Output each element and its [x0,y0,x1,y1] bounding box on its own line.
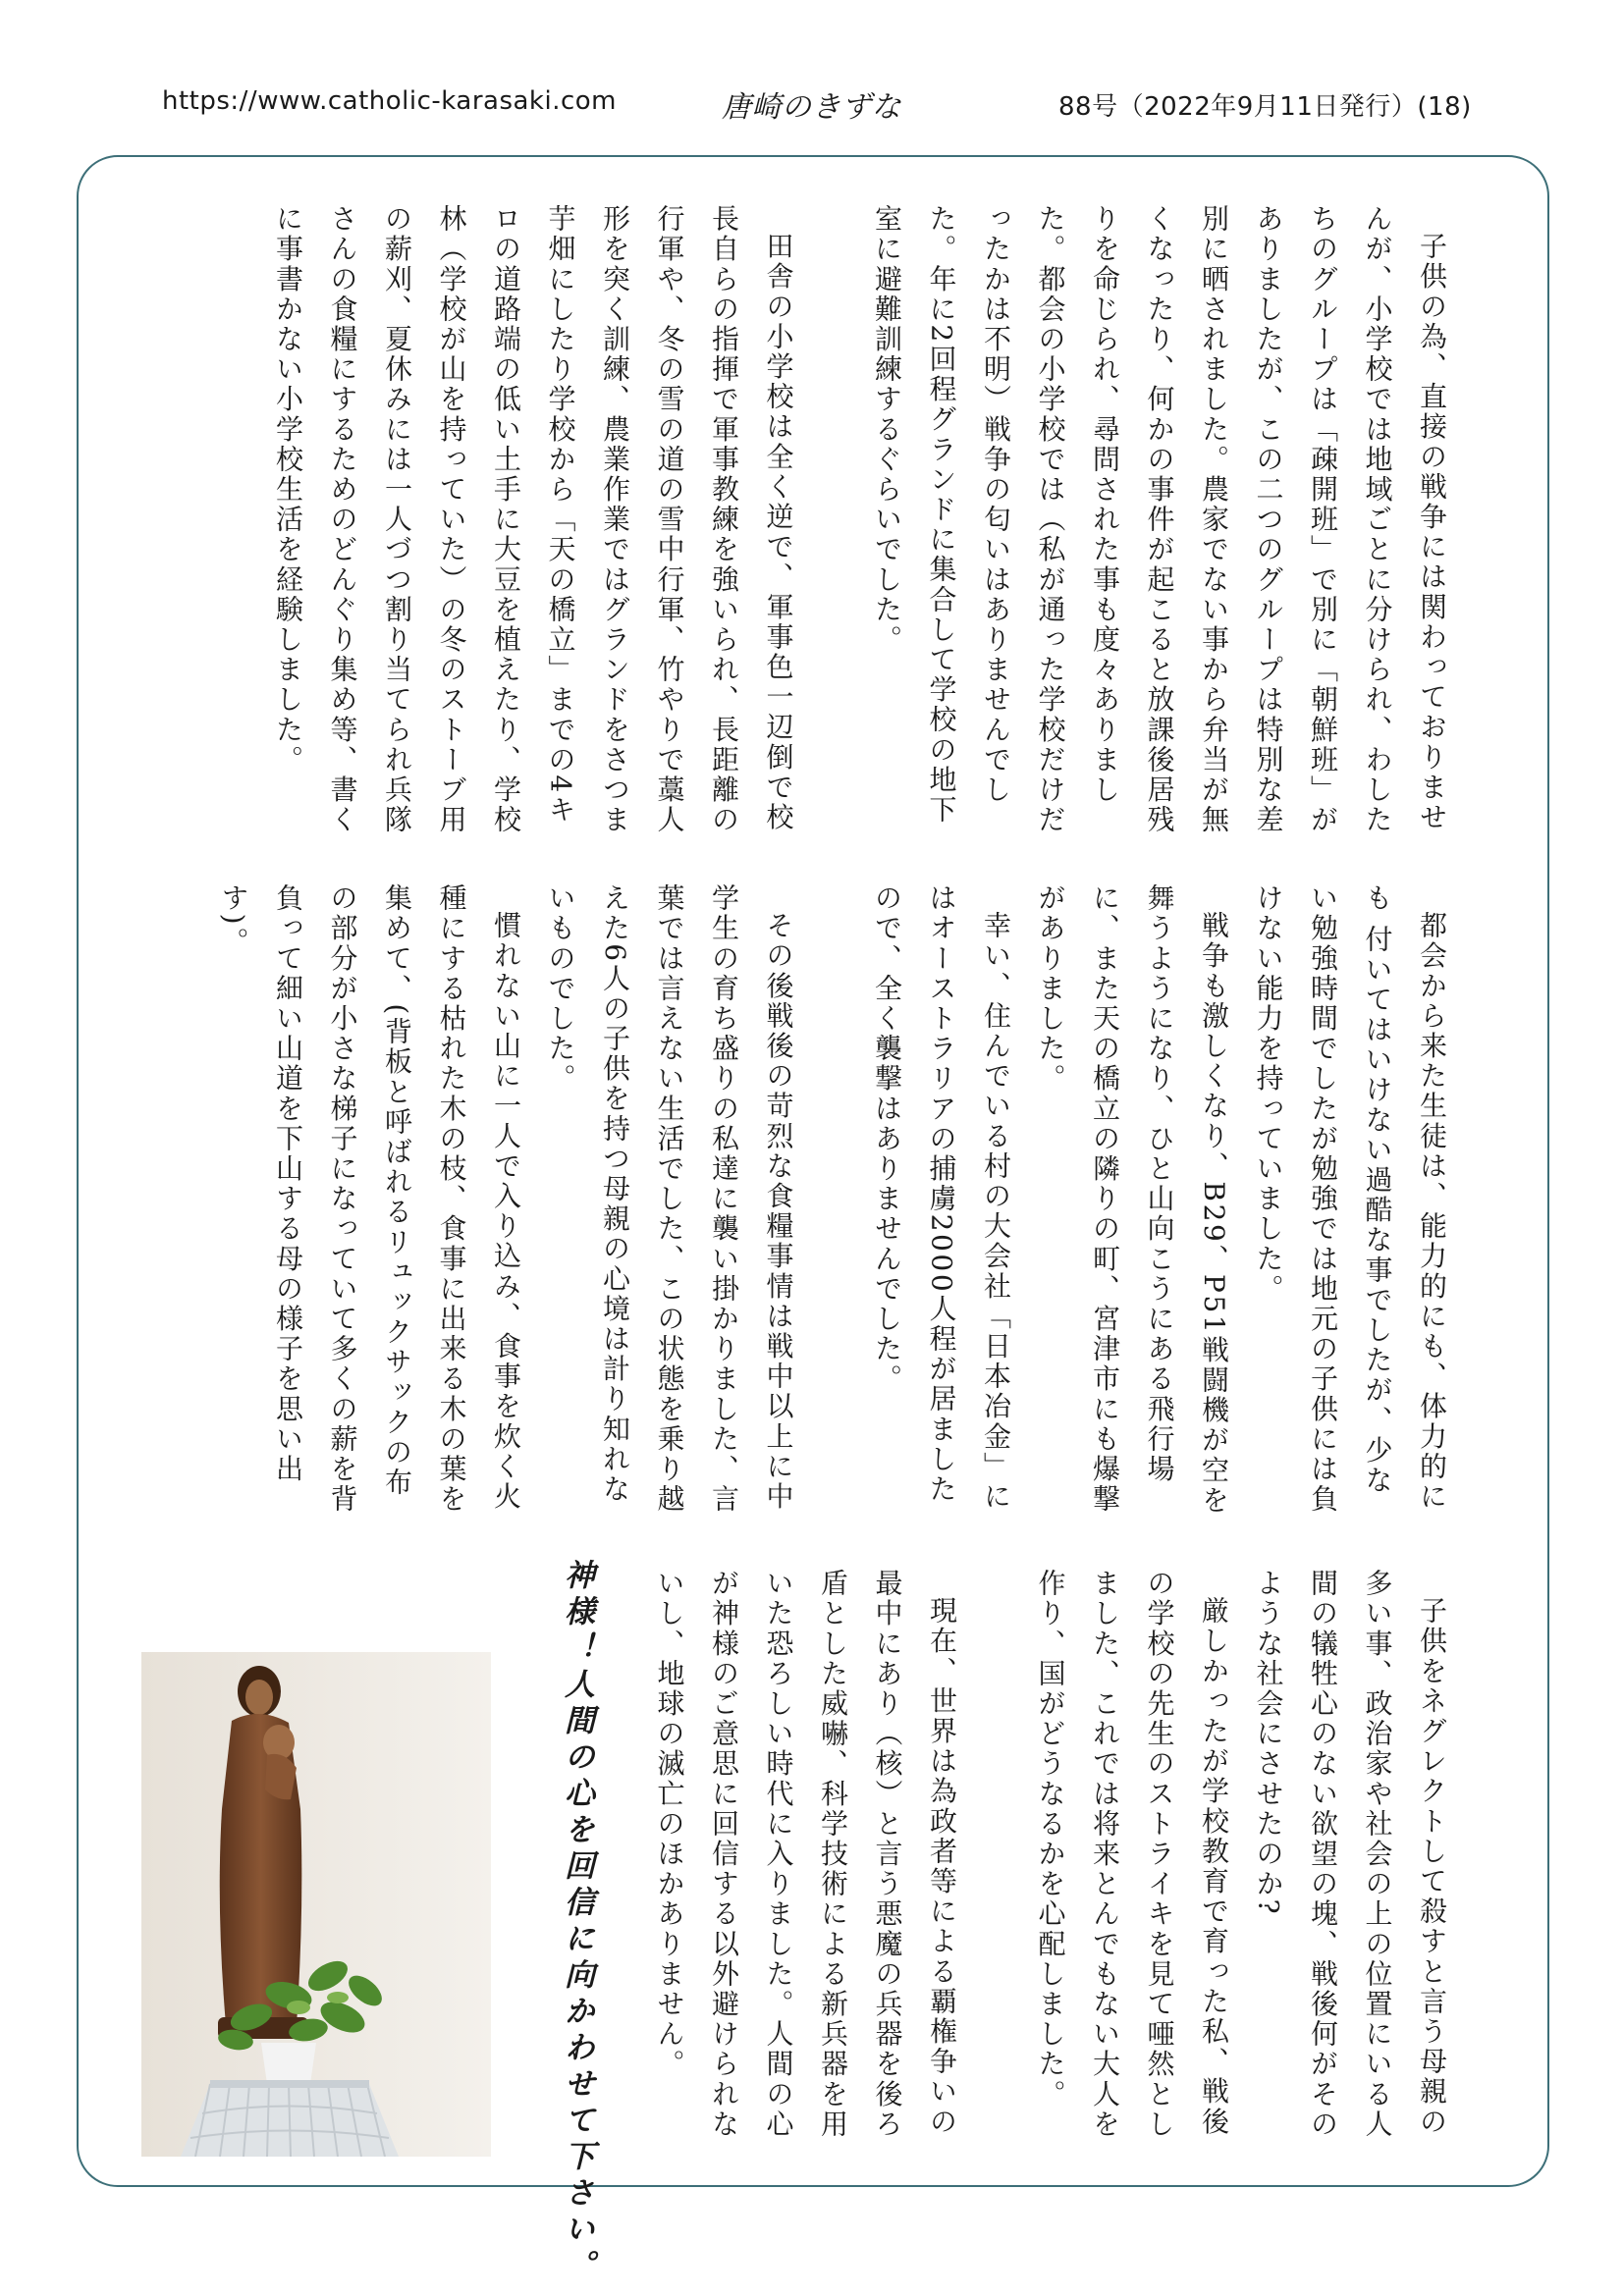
newsletter-title: 唐崎のきずな [722,90,901,125]
statue-illustration-icon [141,1652,491,2157]
text-block-upper [242,204,1459,842]
text-block-lower [605,1569,1459,2158]
prayer-caption: 神様！人間の心を回信に向かわせて下さい。 [559,1559,594,2285]
paragraph: 厳しかったが学校教育で育った私、戦後の学校の先生のストライキを見て唖然としました、これでは将来とんでもない大人を作り、国がどうなるかを心配しました。 [1034,1569,1230,2140]
madonna-statue-photo [141,1652,491,2157]
paragraph: 子供の為、直接の戦争には関わっておりませんが、小学校では地域ごとに分けられ、わしたちのグループは「疎開班」で別に「朝鮮班」がありましたが、この二つのグループは特別な差別に晒されました。農家でない事から弁当が無くなったり、何かの事件が起こると放課後居残りを命じられ、尋問された事も度々ありました。都会の小学校では（私が通った学校だけだったかは不明）戦争の匂いはありませんでした。年に2回程グランドに集合して学校の地下室に避難訓練するぐらいでした。 [871,204,1448,835]
paragraph: 慣れない山に一人で入り込み、食事を炊く火種にする枯れた木の枝、食事に出来る木の葉を集めて、(背板と呼ばれるリュックサックの布の部分が小さな梯子になっていて多くの薪を背負って細い山道を下山する母の様子を思い出す)。 [217,883,522,1515]
paragraph: 現在、世界は為政者等による覇権争いの最中にあり（核）と言う悪魔の兵器を後ろ盾とした威嚇、科学技術による新兵器を用いた恐ろしい時代に入りました。人間の心が神様のご意思に回信する以外避けられないし、地球の滅亡のほかありません。 [653,1569,958,2140]
website-url[interactable]: https://www.catholic-karasaki.com [162,86,618,116]
paragraph: 子供をネグレクトして殺すと言う母親の多い事、政治家や社会の上の位置にいる人間の犠牲心のない欲望の塊、戦後何がそのような社会にさせたのか? [1252,1569,1448,2140]
issue-info: 88号（2022年9月11日発行）(18) [1058,92,1472,122]
paragraph: 幸い、住んでいる村の大会社「日本冶金」にはオーストラリアの捕虜2000人程が居ましたので、全く襲撃はありませんでした。 [871,883,1012,1512]
paragraph: 田舎の小学校は全く逆で、軍事色一辺倒で校長自らの指揮で軍事教練を強いられ、長距離の行軍や、冬の雪の道の雪中行軍、竹やりで藁人形を突く訓練、農業作業ではグランドをさつま芋畑にしたり学校から「天の橋立」までの4キロの道路端の低い土手に大豆を植えたり、学校林（学校が山を持っていた）の冬のストーブ用の薪刈、夏休みには一人づつ割り当てられ兵隊さんの食糧にするためのどんぐり集め等、書くに事書かない小学校生活を経験しました。 [272,204,795,835]
paragraph: 都会から来た生徒は、能力的にも、体力的にも 付いてはいけない過酷な事でしたが、少ない勉強時間でしたが勉強では地元の子供には負けない能力を持っていました。 [1252,883,1448,1515]
text-block-middle [217,883,1459,1522]
paragraph: 戦争も激しくなり、B29、P51戦闘機が空を舞うようになり、ひと山向こうにある飛行場に、また天の橋立の隣りの町、宮津市にも爆撃がありました。 [1034,883,1230,1516]
paragraph: その後戦後の苛烈な食糧事情は戦中以上に中学生の育ち盛りの私達に襲い掛かりました、言葉では言えない生活でした、この状態を乗り越えた6人の子供を持つ母親の心境は計り知れないものでした。 [544,883,795,1515]
